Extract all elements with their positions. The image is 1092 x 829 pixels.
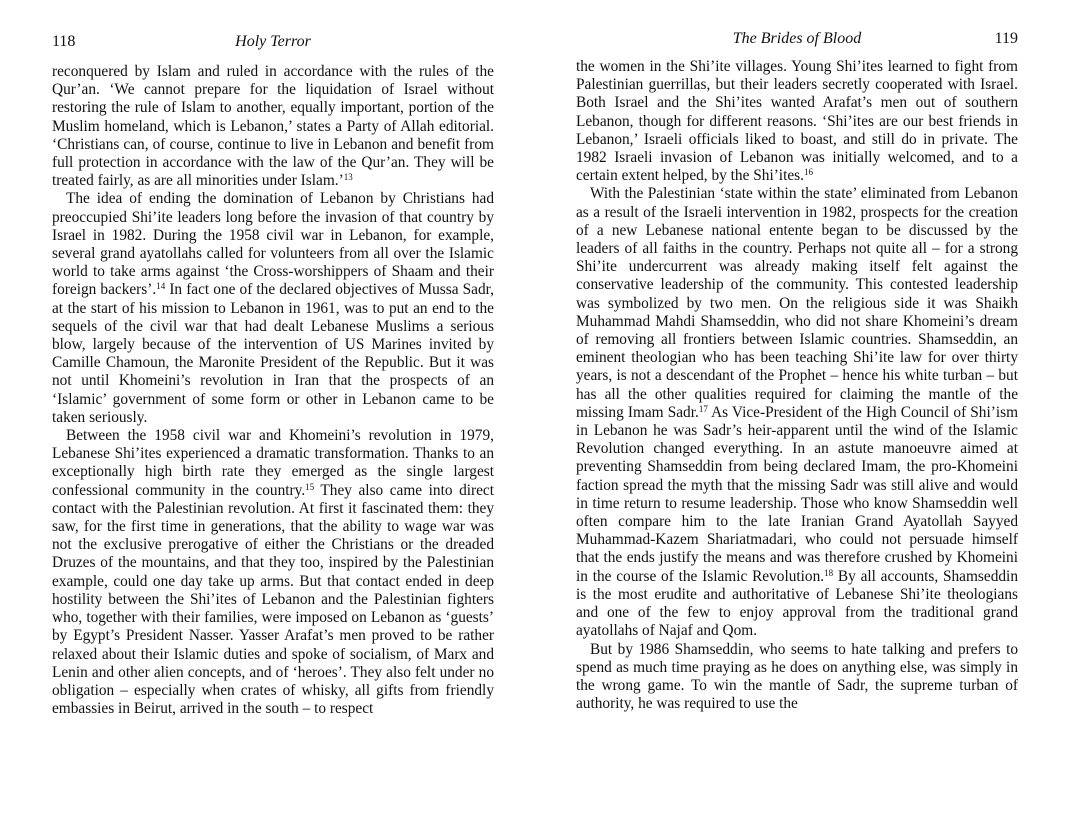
footnote-ref: 15 bbox=[305, 481, 315, 492]
footnote-ref: 18 bbox=[824, 567, 834, 578]
left-page-body bbox=[52, 63, 494, 718]
right-page-header bbox=[576, 30, 1018, 52]
footnote-ref: 14 bbox=[156, 281, 166, 292]
page-number-left: 118 bbox=[52, 33, 76, 50]
left-page-header bbox=[52, 33, 494, 55]
paragraph: reconquered by Islam and ruled in accordance with the rules of the Qur’an. ‘We cannot prepare for the liquidation of Israel without restoring the rule of Islam to another, equally important, portion of the Muslim homeland, which is Lebanon,’ states a Party of Allah editorial. ‘Christians can, of course, continue to live in Lebanon and benefit from full protection in accordance with the law of the Qur’an. They will be treated fairly, as are all minorities under Islam.’$^{13}$ bbox=[52, 63, 494, 190]
paragraph: Between the 1958 civil war and Khomeini’s revolution in 1979, Lebanese Shi’ites experienced a dramatic transformation. Thanks to an exceptionally high birth rate they emerged as the single largest confessional community in the country.$^{15}$ They also came into direct contact with the Palestinian revolution. At first it fascinated them: they saw, for the first time in generations, that the ability to wage war was not the exclusive prerogative of either the Christians or the dreaded Druzes of the mountains, and that they too, inspired by the Palestinian example, could one day take up arms. But that contact ended in deep hostility between the Shi’ites of Lebanon and the Palestinian fighters who, together with their families, were imposed on Lebanon as ‘guests’ by Egypt’s President Nasser. Yasser Arafat’s men proved to be rather relaxed about their Islamic duties and spoke of socialism, of Marx and Lenin and other alien concepts, and of ‘heroes’. They also felt under no obligation – especially when crates of whisky, all gifts from friendly embassies in Beirut, arrived in the south – to respect bbox=[52, 427, 494, 718]
running-head-right: The Brides of Blood bbox=[732, 30, 862, 47]
right-page-body bbox=[576, 58, 1018, 713]
footnote-ref: 13 bbox=[343, 172, 353, 183]
paragraph: With the Palestinian ‘state within the state’ eliminated from Lebanon as a result of the Israeli intervention in 1982, prospects for the creation of a new Lebanese national entente began to be discussed by the leaders of all faiths in the country. Perhaps not quite all – for a strong Shi’ite undercurrent was already making itself felt against the conservative leadership of the community. This contested leadership was symbolized by two men. On the religious side it was Shaikh Muhammad Mahdi Shamseddin, who did not share Khomeini’s dream of removing all frontiers between Islamic countries. Shamseddin, an eminent theologian who has been teaching Shi’ite law for over thirty years, is not a descendant of the Prophet – hence his white turban – but has all the other qualities required for claiming the mantle of the missing Imam Sadr.$^{17}$ As Vice-President of the High Council of Shi’ism in Lebanon he was Sadr’s heir-apparent until the wind of the Islamic Revolution changed everything. In an astute manoeuvre aimed at preventing Shamseddin from being declared Imam, the pro-Khomeini faction spread the myth that the missing Sadr was still alive and would in time return to resume leadership. Those who know Shamseddin well often compare him to the late Iranian Grand Ayatollah Sayyed Muhammad-Kazem Shariatmadari, who could not persuade himself that the ends justify the means and was therefore crushed by Khomeini in the course of the Islamic Revolution.$^{18}$ By all accounts, Shamseddin is the most erudite and authoritative of Lebanese Shi’ite theologians and one of the few to enjoy approval from the traditional grand ayatollahs of Najaf and Qom. bbox=[576, 185, 1019, 640]
page-number-right: 119 bbox=[994, 30, 1018, 47]
footnote-ref: 17 bbox=[698, 403, 708, 414]
footnote-ref: 16 bbox=[803, 167, 813, 178]
paragraph: But by 1986 Shamseddin, who seems to hate talking and prefers to spend as much time praying as he does on anything else, was simply in the wrong game. To win the mantle of Sadr, the supreme turban of authority, he was required to use the bbox=[576, 640, 1018, 713]
running-head-left: Holy Terror bbox=[235, 33, 311, 50]
right-page bbox=[576, 0, 1018, 829]
left-page bbox=[52, 0, 494, 829]
paragraph: The idea of ending the domination of Lebanon by Christians had preoccupied Shi’ite leaders long before the invasion of that country by Israel in 1982. During the 1958 civil war in Lebanon, for example, several grand ayatollahs called for volunteers from all over the Islamic world to take arms against ‘the Cross-worshippers of Shaam and their foreign backers’.$^{14}$ In fact one of the declared objectives of Mussa Sadr, at the start of his mission to Lebanon in 1961, was to put an end to the sequels of the civil war that had dealt Lebanese Muslims a serious blow, largely because of the intervention of US Marines invited by Camille Chamoun, the Maronite President of the Republic. But it was not until Khomeini’s revolution in Iran that the prospects of an ‘Islamic’ government of some form or other in Lebanon came to be taken seriously. bbox=[52, 190, 494, 426]
paragraph: the women in the Shi’ite villages. Young Shi’ites learned to fight from Palestinian guerrillas, but their leaders secretly cooperated with Israel. Both Israel and the Shi’ites wanted Arafat’s men out of southern Lebanon, though for different reasons. ‘Shi’ites are our best friends in Lebanon,’ Israeli officials liked to boast, and still do in private. The 1982 Israeli invasion of Lebanon was initially welcomed, and to a certain extent helped, by the Shi’ites.$^{16}$ bbox=[576, 58, 1018, 185]
